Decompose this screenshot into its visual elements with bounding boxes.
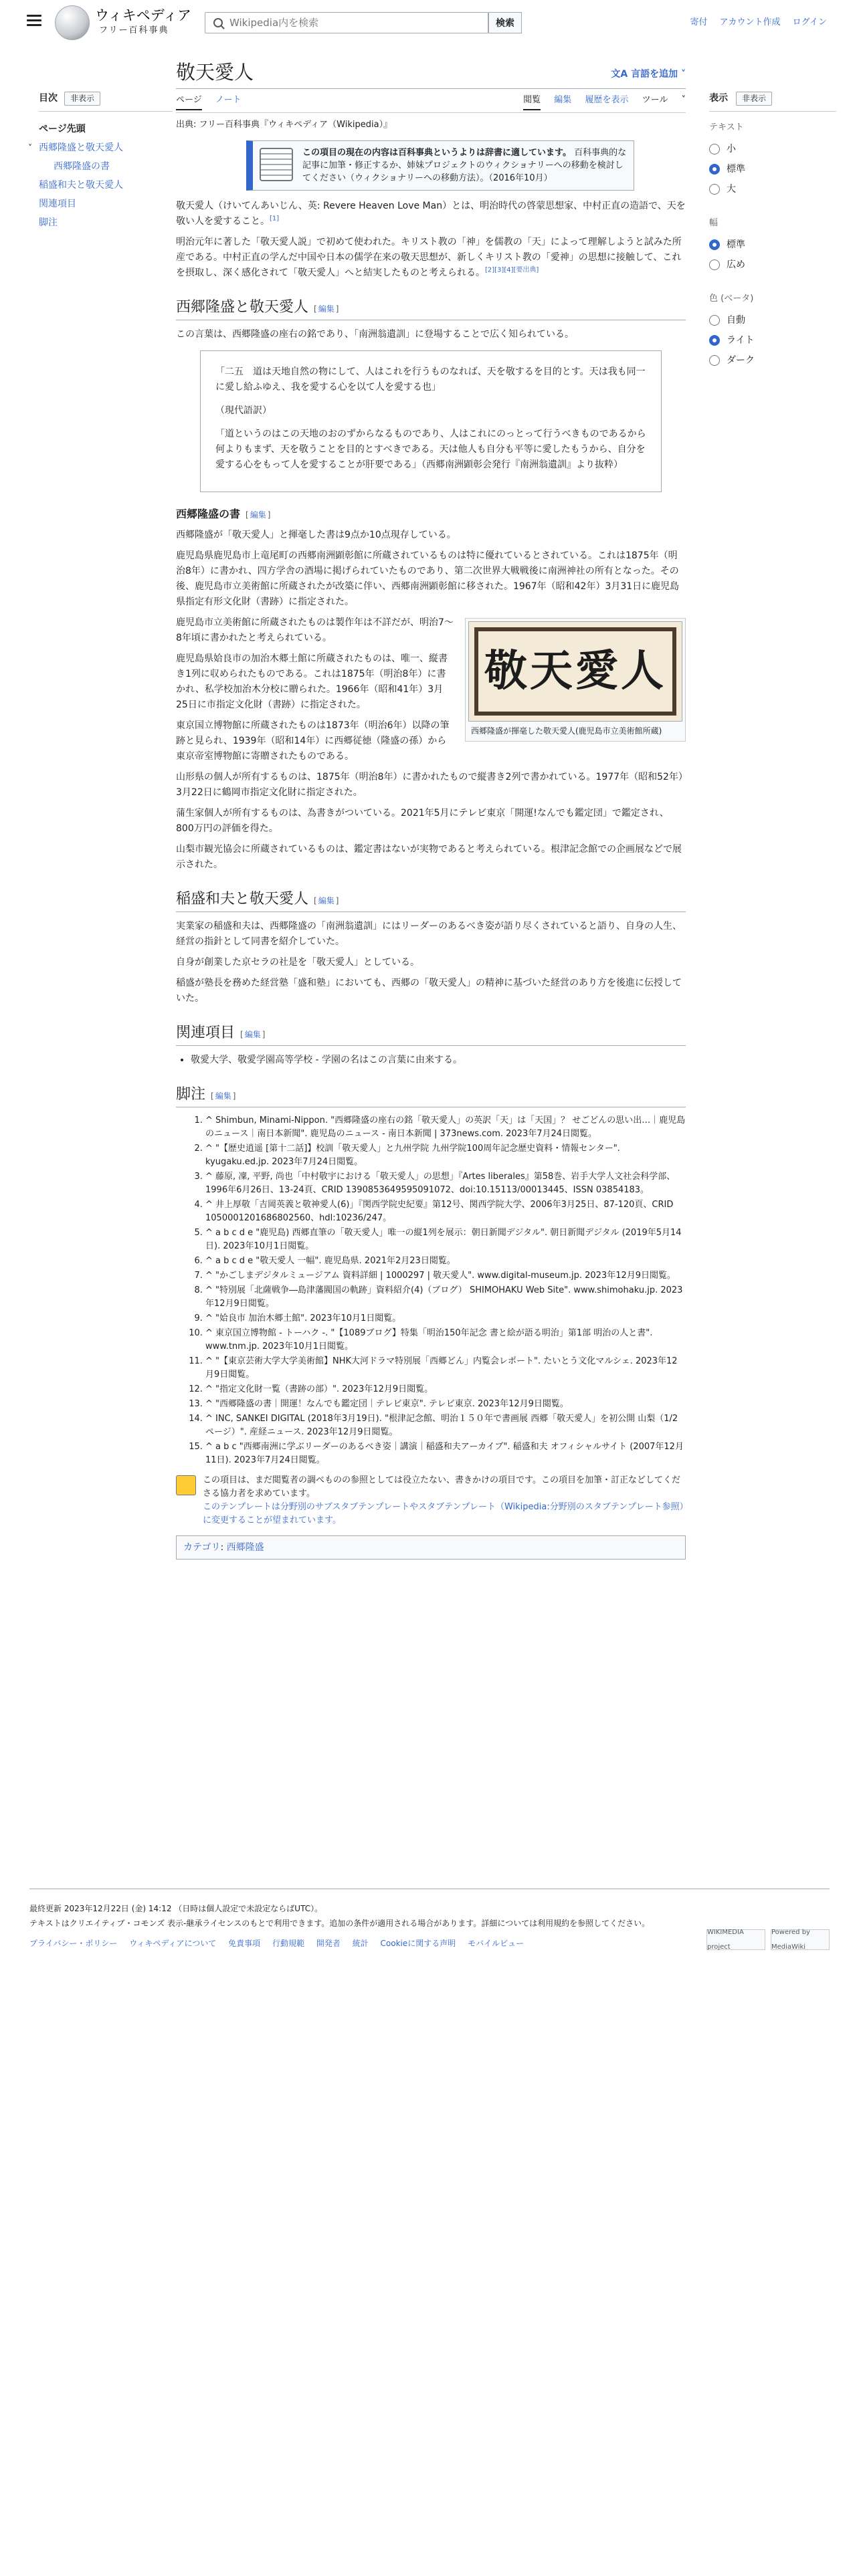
section-heading-saigo — [176, 297, 686, 320]
appearance-title: 表示 — [709, 93, 728, 104]
reference-item[interactable]: 4. ^ 井上厚敬「吉岡英義と敬神愛人(6)」『関西学院史紀要』第12号、関西学院大学、2006年3月25日、87-120頁、CRID 1050001201686802560、hdl:10236/247。 — [205, 1198, 686, 1225]
tab-talk[interactable]: ノート — [215, 95, 242, 106]
stub-pencil-icon — [176, 1475, 196, 1495]
intro-text-1: 敬天愛人（けいてんあいじん、英: Revere Heaven Love Man）とは、明治時代の啓蒙思想家、中村正直の造語で、天を敬い人を愛すること。 — [176, 200, 686, 227]
page-title: 敬天愛人 — [176, 61, 254, 84]
intro-paragraph-2 — [176, 235, 686, 281]
reference-item[interactable]: 15. ^ a b c "西郷南洲に学ぶリーダーのあるべき姿｜講演｜稲盛和夫アーカイブ". 稲盛和夫 オフィシャルサイト (2007年12月11日). 2023年7月24日閲覧。 — [205, 1440, 686, 1467]
mediawiki-badge[interactable]: Powered by MediaWiki — [771, 1929, 830, 1950]
main-menu-button[interactable] — [25, 12, 43, 29]
edit-section: [ 編集 ] — [314, 304, 339, 314]
radio-selected-icon[interactable] — [709, 335, 720, 346]
category-label[interactable]: カテゴリ — [183, 1541, 221, 1553]
radio-label: ダーク — [727, 354, 755, 366]
toc-item-section1[interactable] — [28, 138, 173, 157]
toc-item-label: 稲盛和夫と敬天愛人 — [39, 180, 123, 191]
intro-paragraph-1 — [176, 199, 686, 229]
quote-original: 「二五 道は天地自然の物にして、人はこれを行うものなれば、天を敬するを目的とす。天は我も同一に愛し給ふゆえ、我を愛する心を以て人を愛する也」 — [215, 366, 646, 393]
search-box — [205, 12, 488, 33]
reference-item[interactable]: 11. ^ "【東京芸術大学大学美術館】NHK大河ドラマ特別展「西郷どん」内覧会レポート". たいとう文化マルシェ. 2023年12月9日閲覧。 — [205, 1355, 686, 1382]
edit-link[interactable]: 編集 — [318, 896, 335, 906]
section-title: 西郷隆盛と敬天愛人 — [176, 298, 309, 316]
intro-text-2: 明治元年に著した「敬天愛人説」で初めて使われた。キリスト教の「神」を儒教の「天」によって理解しようと試みた所産である。中村正直の学んだ中国や日本の儒学在来の敬天思想が、新しくキリスト教の「愛神」の思想に接触して、これを摂取し、深く感化されて「敬天愛人」へと結実したものと考えられる。 — [176, 236, 682, 278]
footer-link-conduct[interactable]: 行動規範 — [272, 1939, 305, 1948]
edit-section: [ 編集 ] — [240, 1030, 266, 1040]
inamori-paragraph-1: 実業家の稲盛和夫は、西郷隆盛の「南洲翁遺訓」にはリーダーのあるべき姿が語り尽くされていると語り、自身の人生、経営の指針として同書を紹介していた。 — [176, 921, 682, 948]
toc-title: 目次 — [39, 93, 58, 104]
source-line: 出典: フリー百科事典『ウィキペディア（Wikipedia）』 — [176, 120, 393, 130]
appearance-hide-button[interactable]: 非表示 — [736, 92, 772, 106]
quote-translation: 「道というのはこの天地のおのずからなるものであり、人はこれにのっとって行うべきものであるから何よりもまず、天を敬うことを目的とすべきである。天は他人も自分も平等に愛したもうから、自分を愛する心をもって人を愛することが肝要である」（西郷南洲顕彰会発行『南洲翁遺訓』より抜粋） — [215, 428, 646, 470]
calligraphy-paragraph-5: 東京国立博物館に所蔵されたものは1873年（明治6年）以降の筆跡と見られ、1939年（昭和14年）に西郷従徳（隆盛の孫）から東京帝室博物館に寄贈されたものである。 — [176, 720, 450, 762]
footer-link-about[interactable]: ウィキペディアについて — [129, 1939, 217, 1948]
main-content — [176, 59, 686, 1560]
footer-link-developers[interactable]: 開発者 — [316, 1939, 341, 1948]
reference-item[interactable]: 8. ^ "特別展「北薩戦争―島津藩閥国の軌跡」資料紹介(4)（ブログ） SHIMOHAKU Web Site". www.shimohaku.jp. 2023年12月9日閲覧。 — [205, 1284, 686, 1311]
tab-page[interactable]: ページ — [176, 95, 202, 110]
calligraphy-paragraph-8: 山梨市観光協会に所蔵されているものは、鑑定書はないが実物であると考えられている。根津記念館での企画展などで展示された。 — [176, 844, 682, 871]
text-size-label: テキスト — [709, 122, 744, 133]
logo-subtitle: フリー百科事典 — [99, 25, 169, 35]
reference-item[interactable]: 12. ^ "指定文化財一覧（書跡の部）". 2023年12月9日閲覧。 — [205, 1383, 686, 1396]
calligraphy-art: 敬天愛人 — [484, 646, 666, 697]
appearance-panel — [709, 91, 836, 370]
reference-item[interactable]: 14. ^ INC, SANKEI DIGITAL (2018年3月19日). "根津記念館、明治１５０年で書画展 西郷「敬天愛人」を初公開 山梨（1/2ページ）". 産経ニュース. 2023年12月9日閲覧。 — [205, 1412, 686, 1439]
radio-label: ライト — [727, 334, 755, 346]
tools-menu[interactable] — [642, 95, 686, 105]
radio-selected-icon[interactable] — [709, 164, 720, 175]
radio-icon[interactable] — [709, 144, 720, 154]
quote-box — [200, 350, 662, 492]
text-size-standard[interactable] — [709, 159, 836, 179]
radio-label: 大 — [727, 183, 736, 195]
edit-section: [ 編集 ] — [314, 896, 339, 906]
toc-item-label: 西郷隆盛と敬天愛人 — [39, 142, 123, 154]
add-language-label: 言語を追加 — [631, 68, 678, 80]
calligraphy-paragraph-4: 鹿児島県姶良市の加治木郷土館に所蔵されたものは、唯一、縦書き1列に収められたものである。これは1875年（明治8年）に書かれ、私学校加治木分校に贈られた。1966年（昭和41年）3月25日に市指定文化財（書跡）に指定された。 — [176, 653, 448, 711]
tab-edit[interactable]: 編集 — [554, 95, 572, 106]
wikimedia-badge[interactable]: WIKIMEDIA project — [706, 1929, 765, 1950]
quote-note: （現代語訳） — [215, 405, 272, 416]
reference-list — [205, 1114, 686, 1467]
toc-item-related[interactable] — [39, 195, 173, 213]
calligraphy-paragraph-3: 鹿児島市立美術館に所蔵されたものは製作年は不詳だが、明治7〜8年頃に書かれたと考えられている。 — [176, 617, 454, 644]
edit-link[interactable]: 編集 — [244, 1030, 261, 1040]
calligraphy-figure — [465, 618, 686, 742]
edit-section: [ 編集 ] — [246, 510, 271, 520]
width-standard[interactable] — [709, 235, 836, 255]
calligraphy-image[interactable] — [468, 621, 682, 722]
color-auto[interactable] — [709, 310, 836, 330]
width-wide[interactable] — [709, 255, 836, 275]
section-heading-related — [176, 1023, 686, 1046]
toc-item-top[interactable]: ページ先頭 — [39, 124, 86, 135]
reference-item[interactable]: 1. ^ Shimbun, Minami-Nippon. "西郷隆盛の座右の銘「敬天愛人」の英訳「天」は「天国」？ せごどんの思い出…｜鹿児島のニュース｜南日本新聞". 鹿児島のニュース - 南日本新聞 | 373news.com. 2023年7月24日閲覧。 — [205, 1114, 686, 1141]
figure-caption: 西郷隆盛が揮毫した敬天愛人(鹿児島市立美術館所蔵) — [471, 726, 662, 736]
site-header — [0, 0, 859, 44]
toc-item-label: 西郷隆盛の書 — [54, 161, 110, 173]
reference-item[interactable]: 10. ^ 東京国立博物館 - トーハク -. "【1089ブログ】特集「明治150年記念 書と絵が語る明治」第1部 明治の人と書". www.tnm.jp. 2023年10月1日閲覧。 — [205, 1327, 686, 1354]
color-light[interactable] — [709, 330, 836, 350]
search-input[interactable] — [229, 17, 450, 29]
login-link[interactable]: ログイン — [792, 17, 827, 27]
radio-label: 小 — [727, 143, 736, 154]
subsection-heading-calligraphy — [176, 506, 686, 523]
dictionary-icon — [260, 148, 293, 181]
reference-item[interactable]: 9. ^ "姶良市 加治木郷土館". 2023年10月1日閲覧。 — [205, 1312, 686, 1325]
section-title: 稲盛和夫と敬天愛人 — [176, 891, 309, 908]
edit-section: [ 編集 ] — [211, 1091, 236, 1101]
radio-label: 広め — [727, 259, 745, 270]
inamori-paragraph-2: 自身が創業した京セラの社是を「敬天愛人」としている。 — [176, 957, 419, 968]
citation-link[interactable]: [2] — [485, 266, 495, 274]
footer-badges — [706, 1929, 830, 1950]
stub-template-text[interactable]: このテンプレートは分野別のサブスタブテンプレートやスタブテンプレート（Wikipedia:分野別のスタブテンプレート参照）に変更することが望まれています。 — [203, 1501, 684, 1525]
chevron-down-icon[interactable]: ˅ — [28, 143, 32, 153]
related-item[interactable]: • 敬愛大学、敬愛学園高等学校 - 学園の名はこの言葉に由来する。 — [191, 1053, 686, 1067]
page-tabs — [176, 89, 686, 113]
calligraphy-paragraph-6: 山形県の個人が所有するものは、1875年（明治8年）に書かれたもので縦書き2列で書かれている。1977年（昭和52年）3月22日に鶴岡市指定文化財に指定された。 — [176, 772, 683, 798]
related-list — [191, 1053, 686, 1067]
section-heading-notes — [176, 1084, 686, 1107]
dictionary-notice-box — [246, 140, 634, 191]
translate-icon: 文A — [611, 68, 632, 80]
add-language-button[interactable] — [611, 67, 686, 82]
toc-item-subsection[interactable] — [39, 157, 173, 176]
category-link[interactable]: 西郷隆盛 — [226, 1541, 264, 1553]
radio-icon[interactable] — [709, 355, 720, 366]
reference-item[interactable]: 2. ^ "【歴史逍遥 [第十二話]】校訓「敬天愛人」と九州学院 九州学院100周年記念歴史資料・情報センター". kyugaku.ed.jp. 2023年7月24日閲覧。 — [205, 1142, 686, 1169]
calligraphy-paragraph-2: 鹿児島県鹿児島市上竜尾町の西郷南洲顕彰館に所蔵されているものは特に優れているとされている。これは1875年（明治8年）に書かれ、四方学舎の酒場に掲げられていたものであり、第二次世界大戦戦後に南洲神社の所有となった。その後、鹿児島市立美術館に所蔵されたが改築に伴い、西郷南洲顕彰館に移された。1967年（昭和42年）3月31日に鹿児島県指定有形文化財（書跡）に指定された。 — [176, 550, 680, 608]
radio-icon[interactable] — [709, 259, 720, 270]
reference-item[interactable]: 13. ^ "西郷隆盛の書｜開運！なんでも鑑定団｜テレビ東京". テレビ東京. 2023年12月9日閲覧。 — [205, 1398, 686, 1411]
notice-text — [302, 146, 627, 185]
width-label: 幅 — [709, 218, 719, 229]
wikipedia-globe-icon[interactable] — [55, 5, 90, 40]
toc-item-section2[interactable] — [39, 176, 173, 195]
inamori-paragraph-3: 稲盛が塾長を務めた経営塾「盛和塾」においても、西郷の「敬天愛人」の精神に基づいた経営のあり方を後進に伝授していた。 — [176, 978, 682, 1004]
toc-item-label: 関連項目 — [39, 199, 76, 210]
radio-label: 標準 — [727, 239, 745, 250]
tools-menu-label: ツール — [642, 95, 668, 106]
toc-item-label: 脚注 — [39, 217, 58, 229]
edit-link[interactable]: 編集 — [318, 304, 335, 314]
stub-text: この項目は、まだ閲覧者の調べものの参照としては役立たない、書きかけの項目です。この項目を加筆・訂正などしてくださる協力者を求めています。 — [203, 1475, 680, 1499]
notice-bold: この項目の現在の内容は百科事典というよりは辞書に適しています。 — [302, 147, 571, 158]
section-title: 関連項目 — [176, 1025, 235, 1042]
search-icon — [213, 18, 223, 27]
search-button[interactable]: 検索 — [488, 12, 522, 33]
section-title: 脚注 — [176, 1085, 206, 1103]
toc-hide-button[interactable]: 非表示 — [64, 92, 100, 106]
appearance-header — [709, 91, 836, 112]
user-links — [680, 16, 827, 30]
stub-text-container — [203, 1474, 686, 1527]
footer-link-disclaimer[interactable]: 免責事項 — [228, 1939, 261, 1948]
stub-notice — [176, 1474, 686, 1527]
page-footer — [29, 1889, 830, 1951]
donate-link[interactable]: 寄付 — [690, 17, 708, 27]
text-size-large[interactable] — [709, 179, 836, 199]
color-dark[interactable] — [709, 350, 836, 370]
color-label: 色 (ベータ) — [709, 293, 754, 304]
edit-link[interactable]: 編集 — [215, 1091, 231, 1101]
reference-item[interactable]: 3. ^ 藤原, 凜, 平野, 尚也「中村敬宇における「敬天愛人」の思想」『Artes liberales』第58巻、岩手大学人文社会科学部、1996年6月26日、13-24頁、CRID 1390853649595091072、doi:10.15113/00013445、ISSN 03854183。 — [205, 1170, 686, 1197]
footer-link-mobile[interactable]: モバイルビュー — [468, 1939, 524, 1948]
footer-link-cookies[interactable]: Cookieに関する声明 — [380, 1939, 456, 1948]
category-box: カテゴリ: 西郷隆盛 — [176, 1535, 686, 1560]
logo-title: ウィキペディア — [95, 7, 192, 23]
calligraphy-paragraph-7: 蒲生家個人が所有するものは、為書きがついている。2021年5月にテレビ東京「開運!なんでも鑑定団」で鑑定され、800万円の評価を得た。 — [176, 808, 669, 835]
last-edit-info: 最終更新 2023年12月22日 (金) 14:12 （日時は個人設定で未設定ならばUTC）。 — [29, 1904, 323, 1913]
chevron-down-icon: ˅ — [681, 95, 686, 106]
reference-item[interactable]: 5. ^ a b c d e "鹿児島) 西郷直筆の「敬天愛人」唯一の縦1列を展示：朝日新聞デジタル". 朝日新聞デジタル (2019年5月14日). 2023年10月1日閲覧。 — [205, 1226, 686, 1253]
reference-item[interactable]: 7. ^ "かごしまデジタルミュージアム 資料詳細 | 1000297 | 敬天愛人". www.digital-museum.jp. 2023年12月9日閲覧。 — [205, 1269, 686, 1283]
subsection-title: 西郷隆盛の書 — [176, 507, 241, 520]
radio-label: 標準 — [727, 163, 745, 175]
edit-link[interactable]: 編集 — [250, 510, 266, 520]
citation-needed-link[interactable]: [要出典] — [513, 266, 539, 274]
citation-link[interactable]: [1] — [270, 215, 280, 223]
section1-paragraph: この言葉は、西郷隆盛の座右の銘であり、「南洲翁遺訓」に登場することで広く知られている。 — [176, 328, 574, 340]
radio-icon[interactable] — [709, 315, 720, 326]
reference-item[interactable]: 6. ^ a b c d e "敬天愛人 一幅". 鹿児島県. 2021年2月23日閲覧。 — [205, 1255, 686, 1268]
section-heading-inamori — [176, 889, 686, 912]
create-account-link[interactable]: アカウント作成 — [719, 17, 781, 27]
license-info: テキストはクリエイティブ・コモンズ 表示-継承ライセンスのもとで利用できます。追加の条件が適用される場合があります。詳細については利用規約を参照してください。 — [29, 1919, 650, 1928]
chevron-down-icon: ˅ — [681, 68, 686, 80]
tab-read[interactable]: 閲覧 — [523, 95, 541, 110]
footer-link-stats[interactable]: 統計 — [352, 1939, 369, 1948]
title-row — [176, 59, 686, 89]
text-size-small[interactable] — [709, 139, 836, 159]
tab-history[interactable]: 履歴を表示 — [585, 95, 629, 106]
radio-icon[interactable] — [709, 184, 720, 195]
toc-header — [39, 91, 173, 112]
citation-link[interactable]: [3][4] — [494, 266, 514, 274]
radio-label: 自動 — [727, 314, 745, 326]
footer-link-privacy[interactable]: プライバシー・ポリシー — [29, 1939, 118, 1948]
site-logo[interactable] — [95, 7, 191, 38]
table-of-contents — [28, 91, 173, 232]
calligraphy-paragraph-1: 西郷隆盛が「敬天愛人」と揮毫した書は9点か10点現存している。 — [176, 530, 456, 541]
notice-rest: 百科事典的な記事に加筆・修正するか、姉妹プロジェクトのウィクショナリーへの移動を検討してください（ウィクショナリーへの移動方法）。（2016年10月） — [302, 147, 627, 183]
toc-item-notes[interactable] — [39, 213, 173, 232]
radio-selected-icon[interactable] — [709, 239, 720, 250]
